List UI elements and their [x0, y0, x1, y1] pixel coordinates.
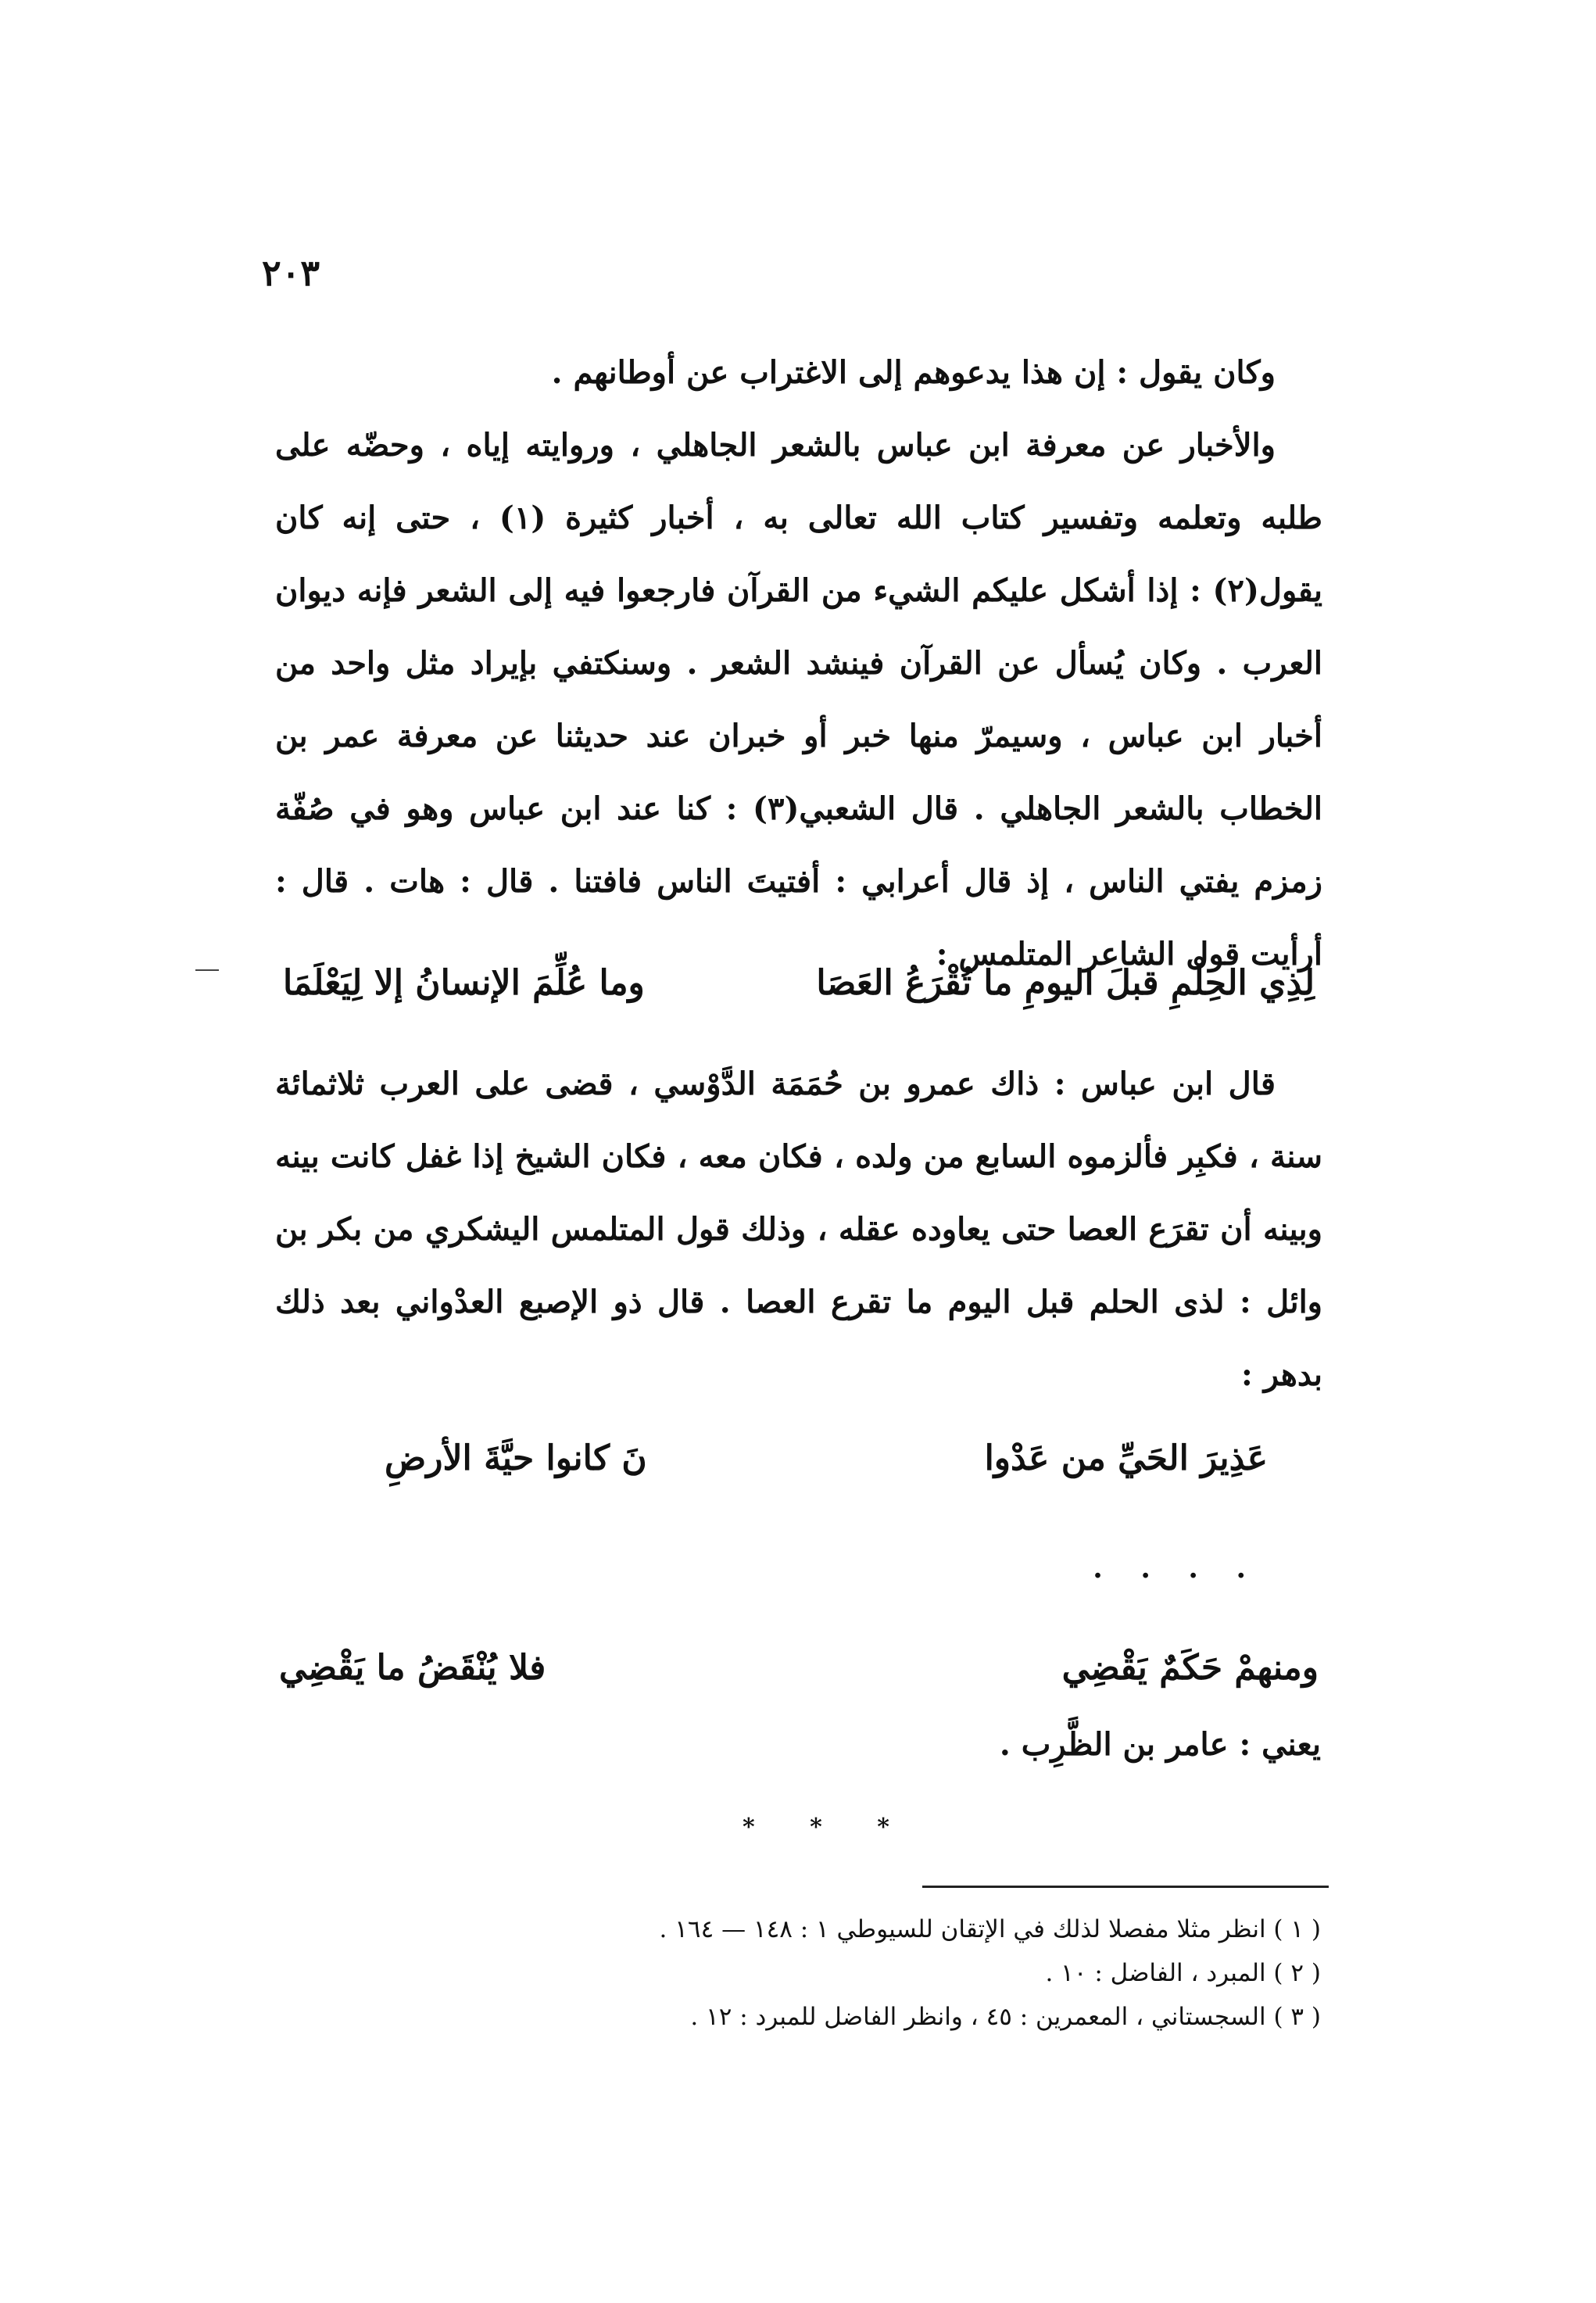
verse-hemistich-second: نَ كانوا حيَّةَ الأرضِ	[385, 1438, 647, 1478]
footnotes	[660, 1907, 1321, 2039]
verse-hemistich-first: لِذِي الحِلْمِ قبلَ اليومِ ما تُقْرَعُ العَصَا	[816, 963, 1315, 1003]
page-number: ٢٠٣	[262, 252, 320, 294]
footnote: ( ١ ) انظر مثلا مفصلا لذلك في الإتقان للسيوطي ١ : ١٤٨ — ١٦٤ .	[659, 1915, 1321, 1943]
verse-attribution: يعني : عامر بن الظَّرِب .	[999, 1726, 1321, 1763]
verse-ellipsis: . . . .	[1093, 1552, 1260, 1585]
verse-hemistich-second: فلا يُنْقَضُ ما يَقْضِي	[279, 1648, 546, 1688]
paragraph: والأخبار عن معرفة ابن عباس بالشعر الجاهلي ، وروايته إياه ، وحضّه على طلبه وتعلمه وتفسير كتاب الله تعالى به ، أخبار كثيرة (١) ، حتى إنه كان يقول(٢) : إذا أشكل عليكم الشيء من القرآن فارجعوا فيه إلى الشعر فإنه ديوان العرب . وكان يُسأل عن القرآن فينشد الشعر . وسنكتفي بإيراد مثل واحد من أخبار ابن عباس ، وسيمرّ منها خبر أو خبران عند حديثنا عن معرفة عمر بن الخطاب بالشعر الجاهلي . قال الشعبي(٣) : كنا عند ابن عباس وهو في صُفّة زمزم يفتي الناس ، إذ قال أعرابي : أفتيتَ الناس فافتنا . قال : هات . قال : أرأيت قول الشاعر المتلمس :	[275, 427, 1322, 972]
paragraph: قال ابن عباس : ذاك عمرو بن حُمَمَة الدَّوْسي ، قضى على العرب ثلاثمائة سنة ، فكبِر فألزموه السابع من ولده ، فكان معه ، فكان الشيخ إذا غفل كانت بينه وبينه أن تقرَع العصا حتى يعاوده عقله ، وذلك قول المتلمس اليشكري من بكر بن وائل : لذى الحلم قبل اليوم ما تقرع العصا . قال ذو الإصبع العدْواني بعد ذلك بدهر :	[275, 1066, 1322, 1393]
paragraph: وكان يقول : إن هذا يدعوهم إلى الاغتراب عن أوطانهم .	[551, 354, 1276, 391]
margin-mark	[195, 969, 219, 971]
verse-hemistich-second: وما عُلِّمَ الإنسانُ إلا لِيَعْلَمَا	[283, 963, 645, 1003]
section-separator: * * *	[743, 1814, 913, 1841]
verse-hemistich-first: ومنهمْ حَكَمٌ يَقْضِي	[1061, 1648, 1319, 1688]
footnote: ( ٣ ) السجستاني ، المعمرين : ٤٥ ، وانظر الفاضل للمبرد : ١٢ .	[690, 2003, 1321, 2031]
body-text-middle	[275, 1048, 1322, 1411]
footnote: ( ٢ ) المبرد ، الفاضل : ١٠ .	[1045, 1959, 1321, 1987]
body-text-top	[275, 336, 1322, 990]
verse-hemistich-first: عَذِيرَ الحَيِّ من عَدْوا	[984, 1438, 1268, 1478]
footnote-divider	[922, 1886, 1329, 1888]
